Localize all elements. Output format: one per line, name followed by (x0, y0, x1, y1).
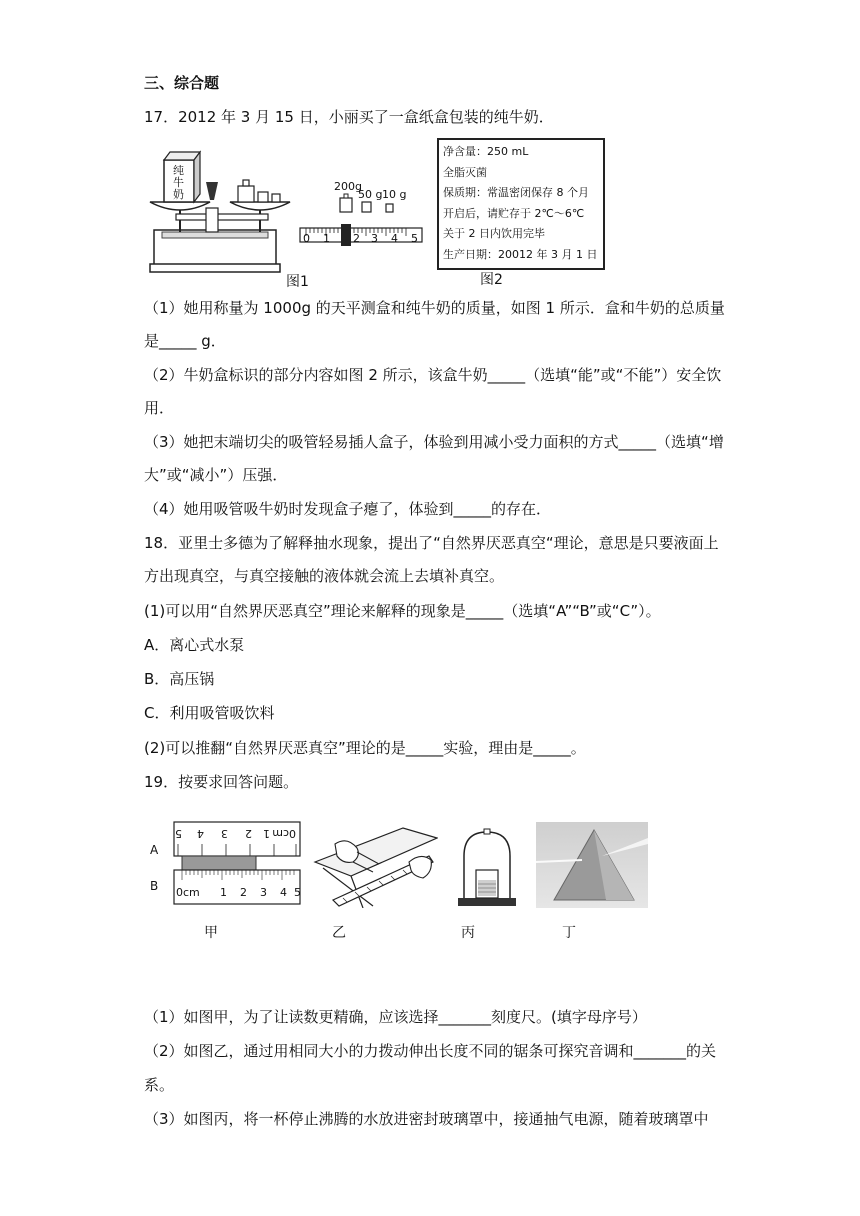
ruler-label-a: A (150, 843, 159, 857)
q18-option-c: C．利用吸管吸饮料 (144, 704, 275, 722)
q18-stem-line2: 方出现真空，与真空接触的液体就会流上去填补真空。 (144, 567, 505, 585)
q17-stem: 17．2012 年 3 月 15 日，小丽买了一盒纸盒包装的纯牛奶． (144, 108, 554, 126)
q18-option-b: B．高压锅 (144, 670, 215, 688)
scale-tick-1: 1 (323, 232, 330, 245)
top-ruler-tick-2: 2 (245, 827, 252, 840)
caption-bing: 丙 (461, 925, 475, 941)
milk-box-label-1: 纯 (173, 164, 184, 177)
top-ruler-tick-4: 4 (197, 827, 204, 840)
figure-bing-bell-jar (456, 828, 518, 908)
bottom-ruler-tick-3: 3 (260, 886, 267, 899)
section-heading: 三、综合题 (144, 74, 220, 92)
scale-tick-5: 5 (411, 232, 418, 245)
weight-label-200g: 200g (334, 180, 362, 193)
q17-part4: （4）她用吸管吸牛奶时发现盒子瘪了，体验到_____的存在． (144, 500, 552, 518)
scale-tick-4: 4 (391, 232, 398, 245)
label-line-1: 净含量：250 mL (443, 145, 529, 158)
label-line-4: 开启后，请贮存于 2℃～6℃ (443, 206, 585, 220)
top-ruler-tick-3: 3 (221, 827, 228, 840)
figure-1-balance (142, 140, 432, 290)
bottom-ruler-tick-2: 2 (240, 886, 247, 899)
figure-jia-rulers (146, 818, 306, 908)
q18-part2: (2)可以推翻“自然界厌恶真空”理论的是_____实验，理由是_____。 (144, 739, 586, 757)
q19-stem: 19．按要求回答问题。 (144, 773, 299, 791)
q17-part2-line2: 用． (144, 399, 175, 417)
bottom-ruler-tick-4: 4 (280, 886, 287, 899)
ruler-label-b: B (150, 879, 159, 893)
q17-part2-line1: （2）牛奶盒标识的部分内容如图 2 所示，该盒牛奶_____（选填“能”或“不能”）安全饮 (144, 366, 722, 384)
top-ruler-tick-1: 1 (263, 827, 270, 840)
label-line-2: 全脂灭菌 (443, 165, 487, 179)
label-line-6: 生产日期：20012 年 3 月 1 日 (443, 247, 598, 261)
milk-box-label-3: 奶 (173, 188, 184, 201)
bottom-ruler-tick-1: 1 (220, 886, 227, 899)
scale-tick-2: 2 (353, 232, 360, 245)
q18-part1: (1)可以用“自然界厌恶真空”理论来解释的现象是_____（选填“A”“B”或“C”）。 (144, 602, 661, 620)
top-ruler-tick-0: 0cm (272, 827, 296, 840)
figure-yi-saw (313, 822, 438, 908)
q19-part1: （1）如图甲，为了让读数更精确，应该选择_______刻度尺。(填字母序号） (144, 1008, 647, 1026)
figure-2-label (437, 138, 605, 270)
weight-label-10g: 10 g (382, 188, 407, 201)
weight-label-50g: 50 g (358, 188, 383, 201)
figure-2-caption: 图2 (480, 272, 503, 288)
top-ruler-tick-5: 5 (175, 827, 182, 840)
figure-1-caption: 图1 (286, 274, 309, 290)
q18-stem-line1: 18．亚里士多德为了解释抽水现象，提出了“自然界厌恶真空“理论，意思是只要液面上 (144, 534, 719, 552)
q18-option-a: A．离心式水泵 (144, 636, 245, 654)
milk-box-label-2: 牛 (173, 176, 184, 189)
q19-part3: （3）如图丙，将一杯停止沸腾的水放进密封玻璃罩中，接通抽气电源，随着玻璃罩中 (144, 1110, 709, 1128)
scale-tick-3: 3 (371, 232, 378, 245)
label-line-3: 保质期：常温密闭保存 8 个月 (443, 186, 589, 199)
scale-tick-0: 0 (303, 232, 310, 245)
figure-ding-prism (536, 822, 648, 908)
q19-part2-line2: 系。 (144, 1076, 175, 1094)
caption-yi: 乙 (332, 925, 346, 941)
q17-part3-line2: 大”或“减小”）压强． (144, 466, 288, 484)
caption-jia: 甲 (204, 925, 218, 941)
q17-part3-line1: （3）她把末端切尖的吸管轻易插人盒子，体验到用减小受力面积的方式_____（选填“增 (144, 433, 724, 451)
q19-part2-line1: （2）如图乙，通过用相同大小的力拨动伸出长度不同的锯条可探究音调和_______的关 (144, 1042, 717, 1060)
caption-ding: 丁 (562, 925, 576, 941)
label-line-5: 关于 2 日内饮用完毕 (443, 227, 545, 240)
q17-part1-line1: （1）她用称量为 1000g 的天平测盒和纯牛奶的质量，如图 1 所示．盒和牛奶的总质量 (144, 299, 725, 317)
bottom-ruler-tick-0: 0cm (176, 886, 200, 899)
q17-part1-line2: 是_____ g． (144, 332, 226, 350)
bottom-ruler-tick-5: 5 (294, 886, 301, 899)
